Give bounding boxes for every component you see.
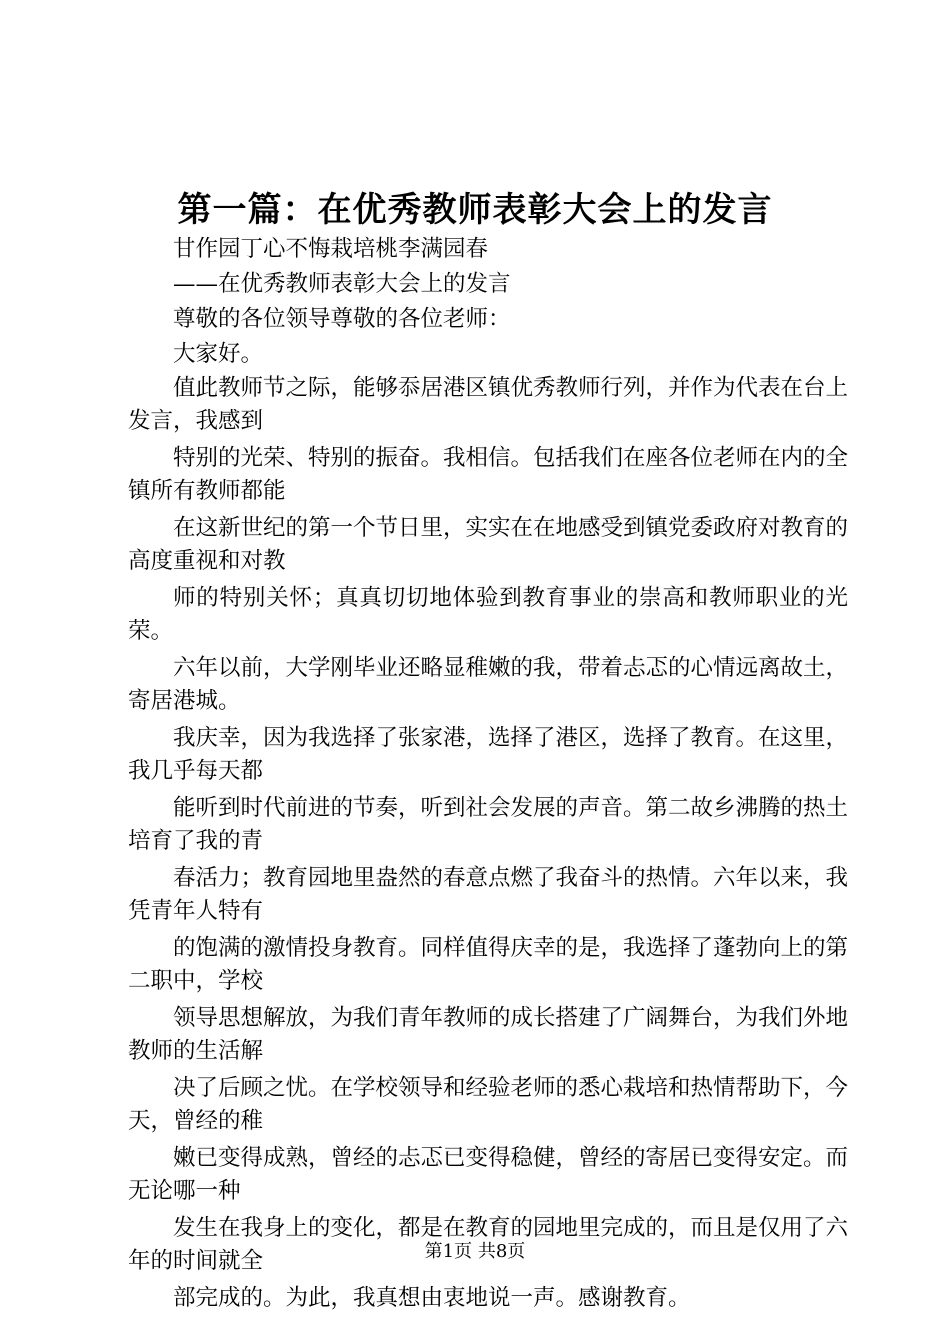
subtitle-dash-line: ——在优秀教师表彰大会上的发言 [173, 271, 511, 297]
body-paragraph: 领导思想解放，为我们青年教师的成长搭建了广阔舞台，为我们外地教师的生活解 [128, 1005, 849, 1064]
document-body [128, 232, 848, 1319]
body-paragraph: 我庆幸，因为我选择了张家港，选择了港区，选择了教育。在这里，我几乎每天都 [128, 725, 849, 784]
body-paragraph: 的饱满的激情投身教育。同样值得庆幸的是，我选择了蓬勃向上的第二职中，学校 [128, 935, 849, 994]
document-title: 第一篇：在优秀教师表彰大会上的发言 [177, 190, 773, 230]
body-paragraph: 特别的光荣、特别的振奋。我相信。包括我们在座各位老师在内的全镇所有教师都能 [128, 445, 849, 504]
page-number-footer: 第1页 共8页 [424, 1241, 526, 1262]
greeting-line: 大家好。 [173, 341, 264, 367]
body-paragraph: 发生在我身上的变化，都是在教育的园地里完成的，而且是仅用了六年的时间就全 [128, 1215, 849, 1274]
body-paragraph: 嫩已变得成熟，曾经的忐忑已变得稳健，曾经的寄居已变得安定。而无论哪一种 [128, 1145, 849, 1204]
body-paragraph: 值此教师节之际，能够忝居港区镇优秀教师行列，并作为代表在台上发言，我感到 [128, 375, 849, 434]
subtitle-line: 甘作园丁心不悔栽培桃李满园春 [173, 236, 489, 262]
body-paragraph: 能听到时代前进的节奏，听到社会发展的声音。第二故乡沸腾的热土培育了我的青 [128, 795, 849, 854]
body-paragraph: 决了后顾之忧。在学校领导和经验老师的悉心栽培和热情帮助下，今天，曾经的稚 [128, 1075, 849, 1134]
body-paragraph: 部完成的。为此，我真想由衷地说一声。感谢教育。 [173, 1285, 691, 1311]
body-paragraph: 六年以前，大学刚毕业还略显稚嫩的我，带着忐忑的心情远离故土，寄居港城。 [128, 655, 849, 714]
body-paragraph: 在这新世纪的第一个节日里，实实在在地感受到镇党委政府对教育的高度重视和对教 [128, 515, 849, 574]
body-paragraph: 师的特别关怀；真真切切地体验到教育事业的崇高和教师职业的光荣。 [128, 585, 848, 644]
body-paragraph: 春活力；教育园地里盎然的春意点燃了我奋斗的热情。六年以来，我凭青年人特有 [128, 865, 849, 924]
salutation-line: 尊敬的各位领导尊敬的各位老师： [173, 306, 511, 332]
